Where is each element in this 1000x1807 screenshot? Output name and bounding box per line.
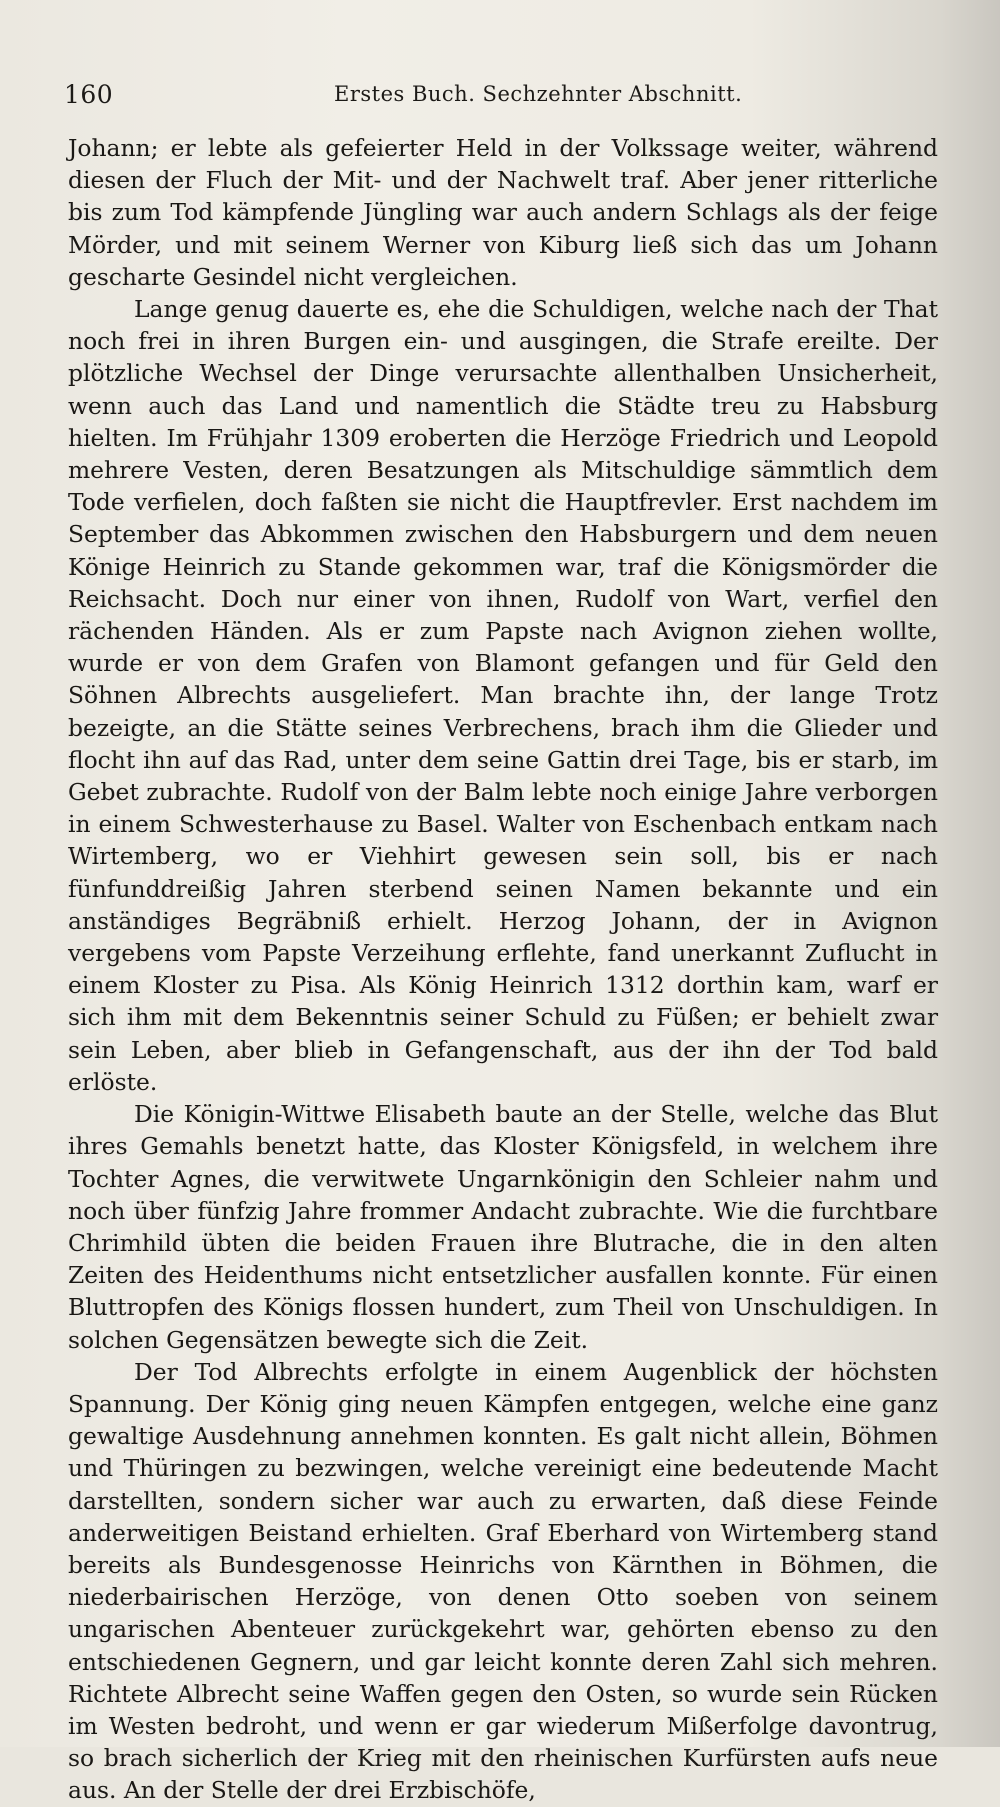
running-title: Erstes Buch. Sechzehnter Abschnitt. bbox=[334, 82, 743, 106]
paragraph-1: Johann; er lebte als gefeierter Held in der Volkssage weiter, während diesen der Fluch der Mit- und der Nachwelt traf. Aber jener ritterliche bis zum Tod kämpfende Jüngling war auch andern Schlags als der feige Mörder, und mit seinem Werner von Kiburg ließ sich das um Johann gescharte Gesindel nicht vergleichen. bbox=[68, 134, 938, 291]
paragraph-4: Der Tod Albrechts erfolgte in einem Augenblick der höchsten Spannung. Der König ging neuen Kämpfen entgegen, welche eine ganz gewaltige Ausdehnung annehmen konnten. Es galt nicht allein, Böhmen und Thüringen zu bezwingen, welche vereinigt eine bedeutende Macht darstellten, sondern sicher war auch zu erwarten, daß diese Feinde anderweitigen Beistand erhielten. Graf Eberhard von Wirtemberg stand bereits als Bundesgenosse Heinrichs von Kärnthen in Böhmen, die niederbairischen Herzöge, von denen Otto soeben von seinem ungarischen Abenteuer zurückgekehrt war, gehörten ebenso zu den entschiedenen Gegnern, und gar leicht konnte deren Zahl sich mehren. Richtete Albrecht seine Waffen gegen den Osten, so wurde sein Rücken im Westen bedroht, und wenn er gar wiederum Mißerfolge davontrug, so brach sicherlich der Krieg mit den rheinischen Kurfürsten aufs neue aus. An der Stelle der drei Erzbischöfe, bbox=[68, 1357, 938, 1805]
page-header bbox=[64, 80, 944, 114]
body-text bbox=[68, 132, 938, 1807]
paragraph-3: Die Königin-Wittwe Elisabeth baute an der Stelle, welche das Blut ihres Gemahls benetzt hatte, das Kloster Königsfeld, in welchem ihre Tochter Agnes, die verwitwete Ungarnkönigin den Schleier nahm und noch über fünfzig Jahre frommer Andacht zubrachte. Wie die furchtbare Chrimhild übten die beiden Frauen ihre Blutrache, die in den alten Zeiten des Heidenthums nicht entsetzlicher ausfallen konnte. Für einen Bluttropfen des Königs flossen hundert, zum Theil von Unschuldigen. In solchen Gegensätzen bewegte sich die Zeit. bbox=[68, 1100, 938, 1354]
page-number: 160 bbox=[64, 80, 114, 109]
paragraph-2: Lange genug dauerte es, ehe die Schuldigen, welche nach der That noch frei in ihren Burgen ein- und ausgingen, die Strafe ereilte. Der plötzliche Wechsel der Dinge verursachte allenthalben Unsicherheit, wenn auch das Land und namentlich die Städte treu zu Habsburg hielten. Im Frühjahr 1309 eroberten die Herzöge Friedrich und Leopold mehrere Vesten, deren Besatzungen als Mitschuldige sämmtlich dem Tode verfielen, doch faßten sie nicht die Hauptfrevler. Erst nachdem im September das Abkommen zwischen den Habsburgern und dem neuen Könige Heinrich zu Stande gekommen war, traf die Königsmörder die Reichsacht. Doch nur einer von ihnen, Rudolf von Wart, verfiel den rächenden Händen. Als er zum Papste nach Avignon ziehen wollte, wurde er von dem Grafen von Blamont gefangen und für Geld den Söhnen Albrechts ausgeliefert. Man brachte ihn, der lange Trotz bezeigte, an die Stätte seines Verbrechens, brach ihm die Glieder und flocht ihn auf das Rad, unter dem seine Gattin drei Tage, bis er starb, im Gebet zubrachte. Rudolf von der Balm lebte noch einige Jahre verborgen in einem Schwesterhause zu Basel. Walter von Eschenbach entkam nach Wirtemberg, wo er Viehhirt gewesen sein soll, bis er nach fünfunddreißig Jahren sterbend seinen Namen bekannte und ein anständiges Begräbniß erhielt. Herzog Johann, der in Avignon vergebens vom Papste Verzeihung erflehte, fand unerkannt Zuflucht in einem Kloster zu Pisa. Als König Heinrich 1312 dorthin kam, warf er sich ihm mit dem Bekenntnis seiner Schuld zu Füßen; er behielt zwar sein Leben, aber blieb in Gefangenschaft, aus der ihn der Tod bald erlöste. bbox=[68, 295, 938, 1096]
